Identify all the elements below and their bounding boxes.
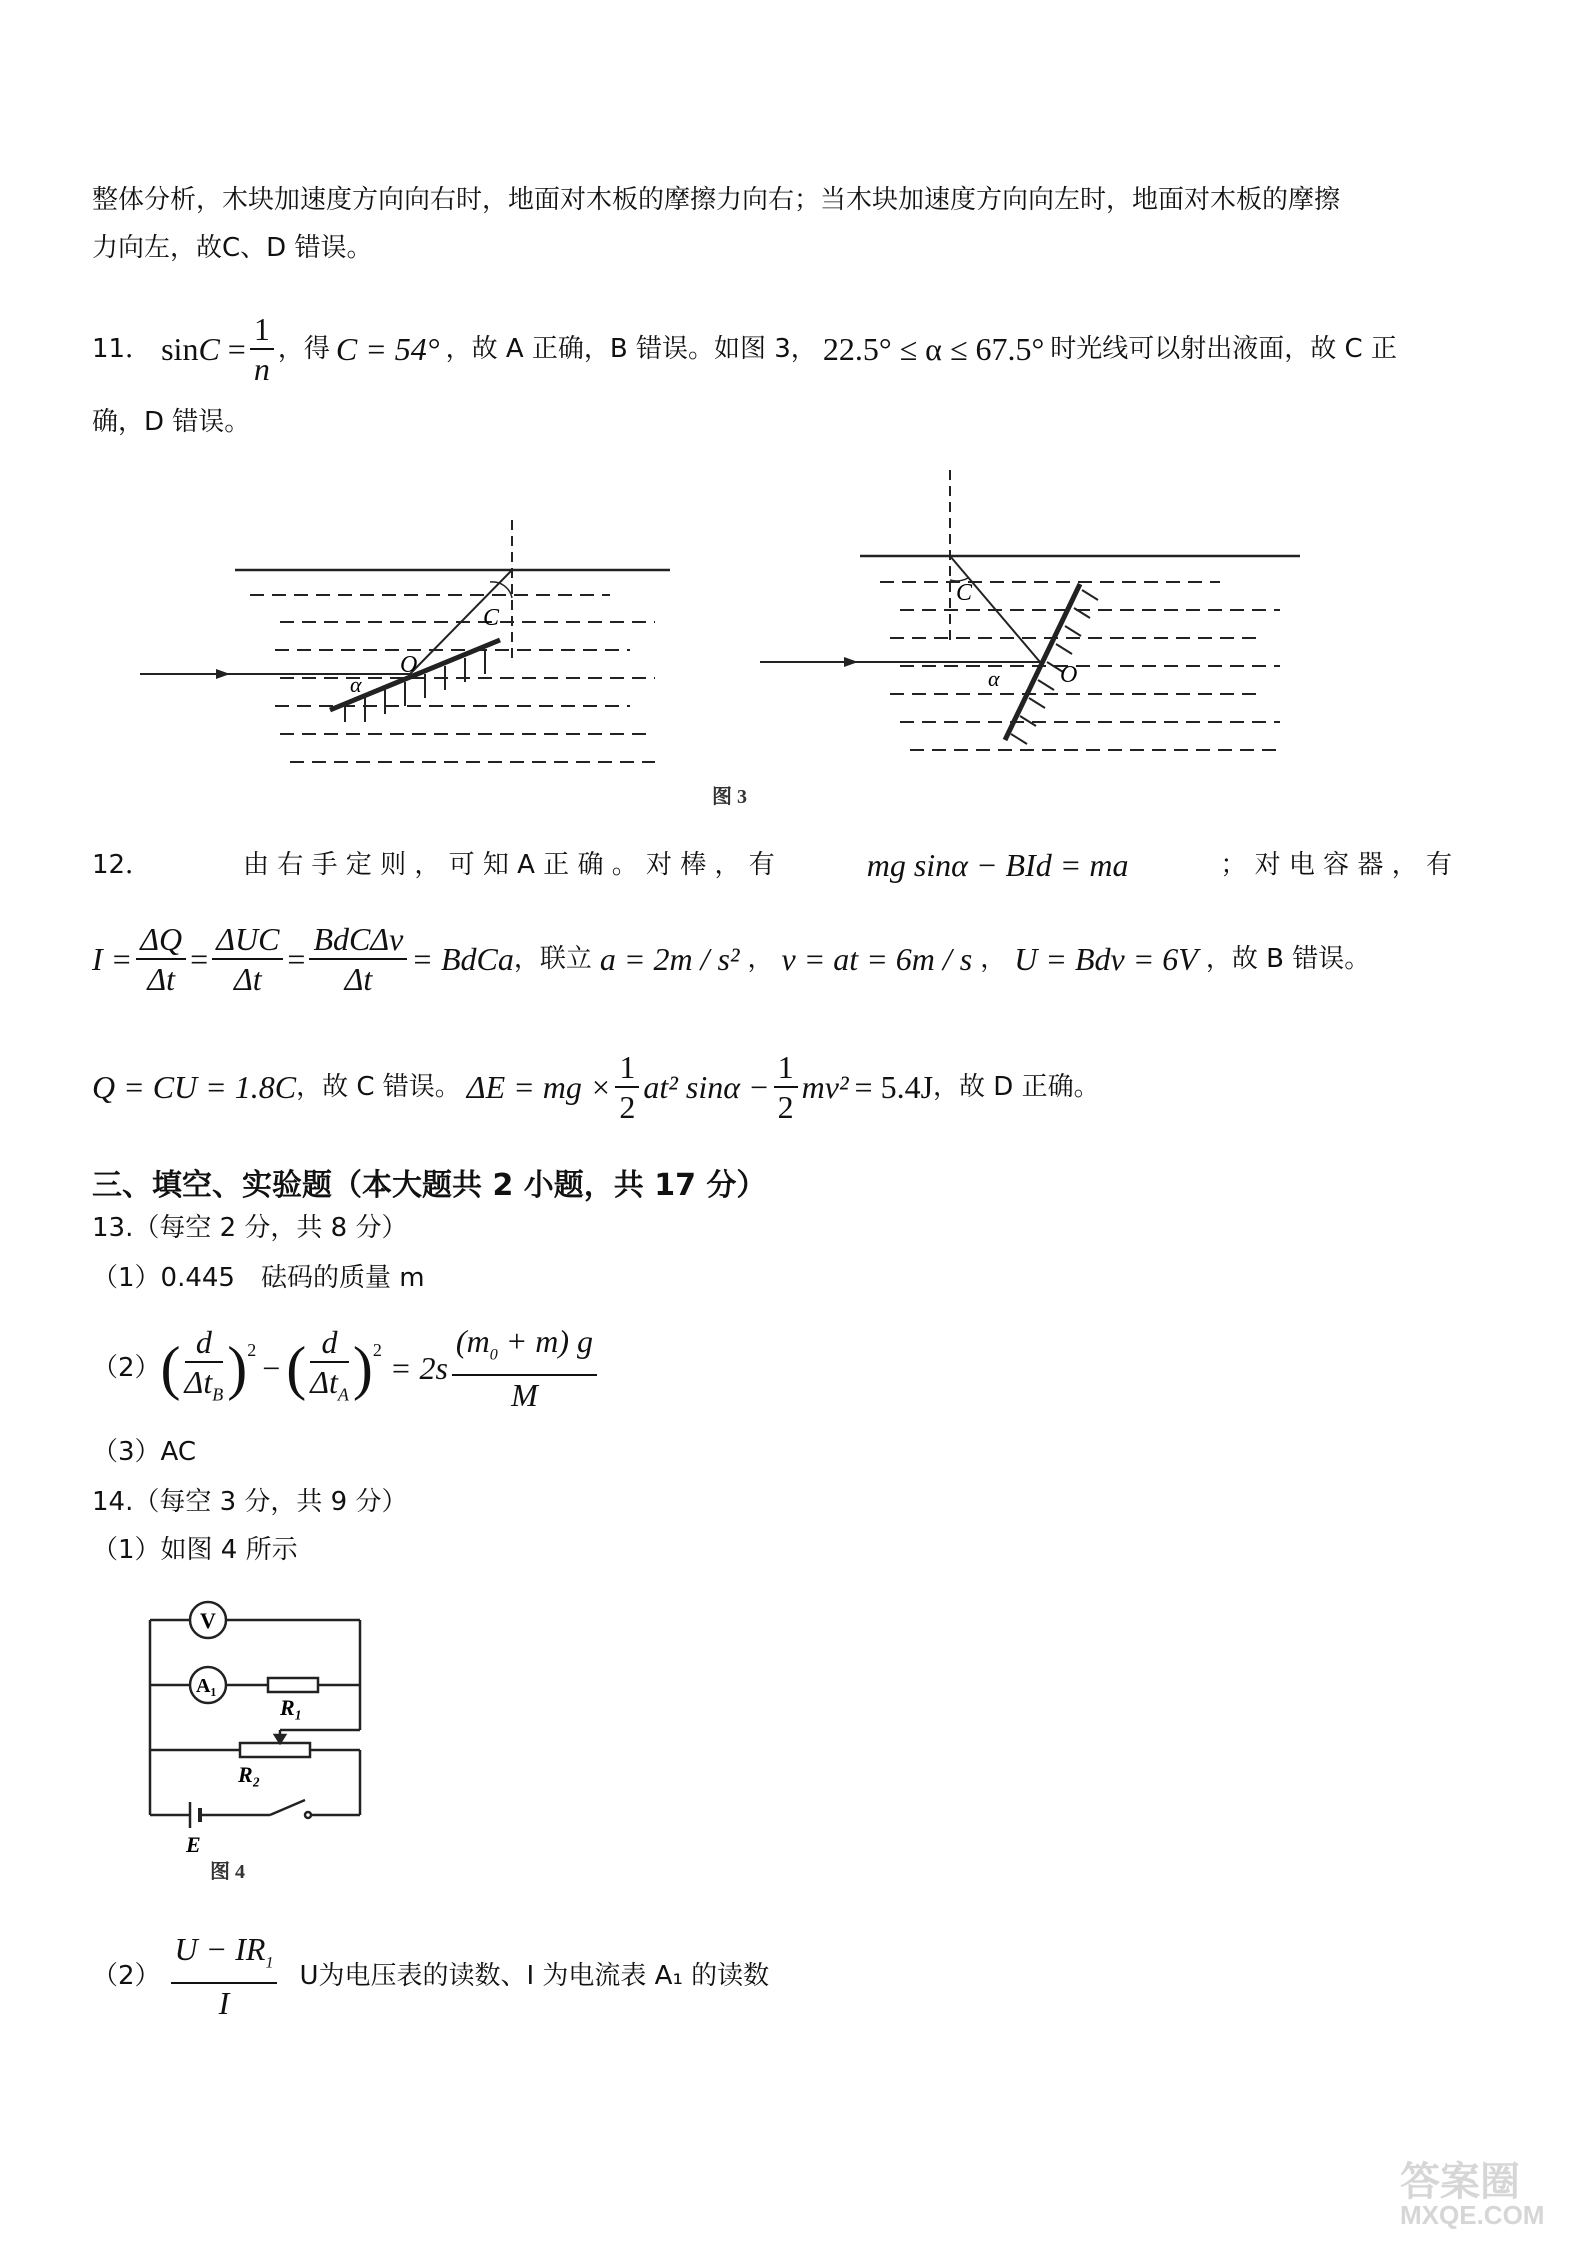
q14-item1: （1）如图 4 所示 bbox=[92, 1535, 298, 1565]
q11-text1: ，得 bbox=[277, 334, 330, 364]
figure-4-label-r2: R₂ bbox=[238, 1762, 261, 1787]
figure-3-right-label-c: C bbox=[956, 580, 973, 606]
figure-3-label-c: C bbox=[483, 605, 500, 631]
q12-number: 12． bbox=[92, 850, 152, 880]
figure-3-right-label-o: O bbox=[1060, 662, 1078, 688]
q11-angle: C = 54° bbox=[335, 331, 440, 367]
section-3-heading: 三、填空、实验题（本大题共 2 小题，共 17 分） bbox=[92, 1168, 767, 1203]
q12-eq-i: I = bbox=[92, 941, 133, 977]
figure-4-label-r1: R₁ bbox=[280, 1695, 303, 1720]
q12-text2: ； 对 电 容 器 ， 有 bbox=[1220, 850, 1452, 880]
q11-text2: ，故 A 正确，B 错误。如图 3， bbox=[445, 334, 817, 364]
watermark-logo: 答案圈 bbox=[1400, 2160, 1520, 2204]
switch-icon bbox=[270, 1800, 305, 1815]
q12-eq1: mg sinα − BId = ma bbox=[866, 847, 1129, 883]
figure-3 bbox=[130, 460, 1310, 820]
q12-eq-a: a = 2m / s² bbox=[599, 941, 740, 977]
q12-line2: I = $\frac{\Delta Q}{\Delta t}$ = $\frac{\text{ΔUC}}{\Delta t}$ = $\frac{\text{BdCΔv}}{\Delta t}$ = BdCa ，联立 a = 2m / s² ， v = at = 6m / s ， U = Bdv = 6V ，故 B 错误。 bbox=[92, 921, 1371, 997]
q12-text7: ，故 D 正确。 bbox=[933, 1072, 1100, 1102]
q14-item2-fraction: $\frac{U - IR_1}{I}$ bbox=[171, 1930, 278, 2022]
q11-fraction: $\frac{1}{n}$ bbox=[250, 310, 274, 388]
q12-text1: 由 右 手 定 则 ， 可 知 A 正 确 。 对 棒 ， 有 bbox=[243, 850, 775, 880]
q10-line1: 整体分析，木块加速度方向向右时，地面对木板的摩擦力向右；当木块加速度方向向左时，地面对木板的摩擦 bbox=[92, 185, 1341, 215]
q12-text4: ，故 B 错误。 bbox=[1205, 944, 1371, 974]
q12-text3: ，联立 bbox=[513, 944, 592, 974]
q12-frac-dq: $\frac{\Delta Q}{\Delta t}$ bbox=[136, 920, 186, 998]
rheostat-r2-icon bbox=[240, 1743, 310, 1757]
q10-line2: 力向左，故C、D 错误。 bbox=[92, 233, 373, 263]
figure-3-right-label-alpha: α bbox=[988, 666, 1000, 691]
figure-3-caption: 图 3 bbox=[712, 786, 747, 808]
figure-4-label-e: E bbox=[186, 1832, 201, 1857]
figure-3-label-alpha: α bbox=[350, 672, 362, 697]
q12-eq-v: v = at = 6m / s bbox=[781, 941, 973, 977]
figure-3-label-o: O bbox=[400, 652, 418, 678]
figure-4-caption: 图 4 bbox=[210, 1861, 245, 1880]
q11-number: 11． bbox=[92, 334, 152, 364]
q11-text3: 时光线可以射出液面，故 C 正 bbox=[1050, 334, 1397, 364]
figure-4-circuit bbox=[150, 1602, 360, 1828]
resistor-r1-icon bbox=[268, 1678, 318, 1692]
q11-line2: 确，D 错误。 bbox=[92, 407, 251, 437]
q12-frac-bdc: $\frac{\text{BdCΔv}}{\Delta t}$ bbox=[309, 920, 407, 998]
q13-header: 13.（每空 2 分，共 8 分） bbox=[92, 1213, 408, 1243]
q13-item2: （2） ( $\frac{d}{\Delta t_B}$ ) $^2$ − ( $\frac{d}{\Delta t_A}$ ) $^2$ = 2s $\frac{(m_0 + m) g}{M}$ bbox=[92, 1322, 601, 1414]
figure-4 bbox=[130, 1590, 390, 1880]
q12-frac-du: $\frac{\text{ΔUC}}{\Delta t}$ bbox=[212, 920, 283, 998]
q12-line1 bbox=[92, 845, 1452, 885]
figure-3-right-diagram bbox=[760, 470, 1300, 750]
q13-item3: （3）AC bbox=[92, 1437, 197, 1467]
q12-eq-q: Q = CU = 1.8C bbox=[92, 1069, 297, 1105]
q12-text6: = 5.4J bbox=[854, 1069, 934, 1105]
q14-item2-prefix: （2） bbox=[92, 1961, 161, 1992]
q12-line3: Q = CU = 1.8C ，故 C 错误。 ΔE = mg × $\frac{1}{2}$ at² sinα − $\frac{1}{2}$ mv² = 5.4J ，故 D 正确。 bbox=[92, 1049, 1100, 1125]
q14-item2 bbox=[92, 1930, 769, 2022]
q12-eq-u: U = Bdv = 6V bbox=[1014, 941, 1198, 977]
q12-text5: ，故 C 错误。 bbox=[296, 1072, 461, 1102]
watermark-url: MXQE.COM bbox=[1400, 2200, 1545, 2230]
figure-3-left-diagram bbox=[140, 520, 670, 762]
q11-sin-expr: sinC = bbox=[161, 331, 246, 367]
q14-header: 14.（每空 3 分，共 9 分） bbox=[92, 1487, 408, 1517]
q14-item2-text: U为电压表的读数、I 为电流表 A₁ 的读数 bbox=[299, 1961, 770, 1992]
q13-item2-prefix: （2） bbox=[92, 1353, 161, 1384]
q11-line1 bbox=[92, 310, 1397, 388]
figure-4-label-v: V bbox=[200, 1608, 216, 1633]
q11-range: 22.5° ≤ α ≤ 67.5° bbox=[822, 331, 1045, 367]
figure-4-label-a1: A₁ bbox=[196, 1675, 217, 1697]
q13-item1: （1）0.445 砝码的质量 m bbox=[92, 1263, 425, 1293]
